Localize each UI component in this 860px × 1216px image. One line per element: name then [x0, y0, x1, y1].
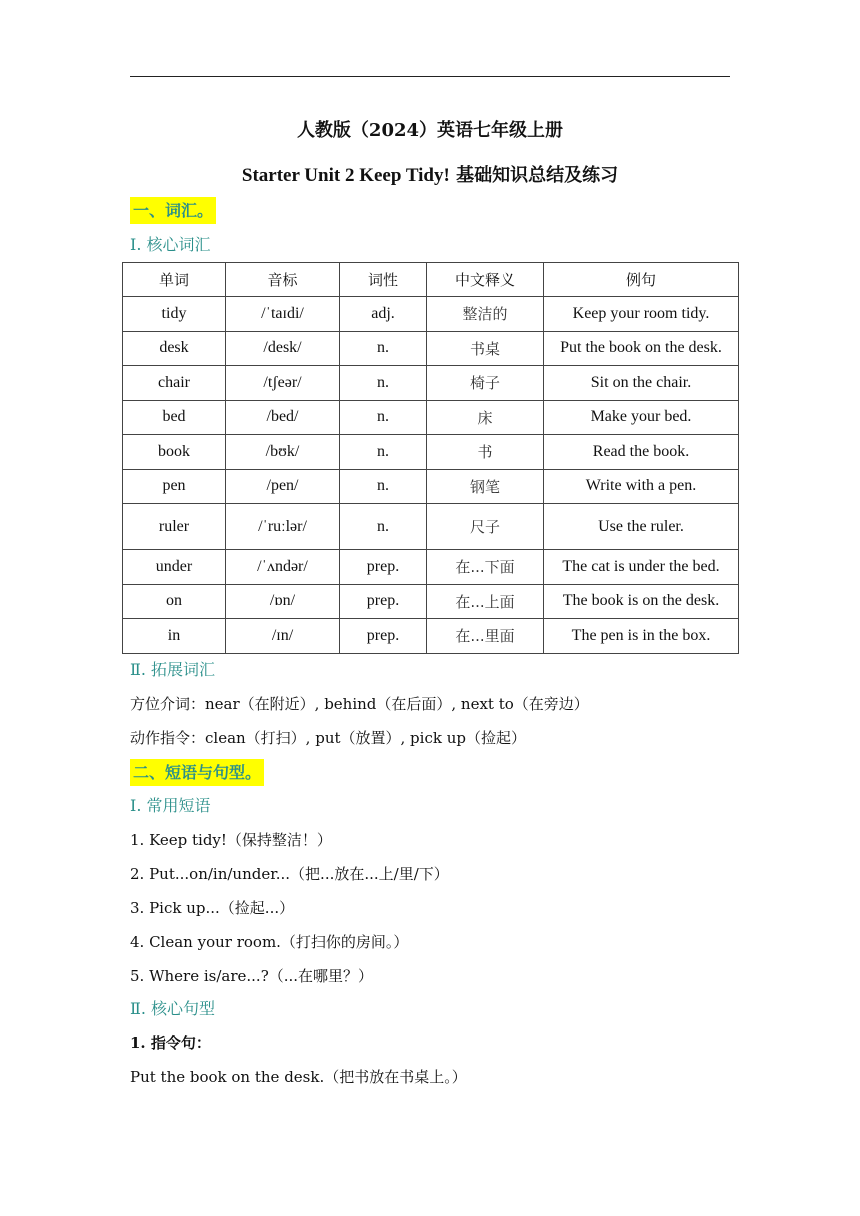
meaning-cell: 椅子 [427, 366, 544, 401]
meaning-cell: 整洁的 [427, 297, 544, 332]
word-cell: chair [123, 366, 226, 401]
pos-cell: prep. [340, 619, 427, 654]
example-cell: Use the ruler. [544, 504, 739, 550]
column-header-part-of-speech: 词性 [340, 263, 427, 297]
example-cell: Make your bed. [544, 400, 739, 435]
header-rule [130, 76, 730, 77]
extended-vocabulary-heading: Ⅱ. 拓展词汇 [130, 660, 216, 679]
table-row [123, 550, 739, 585]
subtitle-chinese: 基础知识总结及练习 [449, 165, 619, 186]
pos-cell: n. [340, 469, 427, 504]
phrase-item: 3. Pick up...（捡起...） [130, 899, 295, 917]
table-row [123, 435, 739, 470]
phrase-item: 1. Keep tidy!（保持整洁！） [130, 831, 332, 849]
example-cell: The book is on the desk. [544, 584, 739, 619]
phonetic-cell: /ˈʌndər/ [226, 550, 340, 585]
action-commands-line: 动作指令：clean（打扫）, put（放置）, pick up（捡起） [130, 729, 526, 747]
pos-cell: n. [340, 435, 427, 470]
pos-cell: n. [340, 331, 427, 366]
phrase-item: 2. Put...on/in/under...（把...放在...上/里/下） [130, 865, 449, 883]
meaning-cell: 床 [427, 400, 544, 435]
phonetic-cell: /ɪn/ [226, 619, 340, 654]
word-cell: on [123, 584, 226, 619]
prepositions-line: 方位介词：near（在附近）, behind（在后面）, next to（在旁边） [130, 695, 589, 713]
pos-cell: prep. [340, 550, 427, 585]
phrase-item: 5. Where is/are...?（...在哪里？） [130, 967, 374, 985]
subtitle-english: Starter Unit 2 Keep Tidy! [241, 165, 450, 186]
pattern-label: 1. 指令句： [130, 1034, 211, 1052]
table-header-row [123, 263, 739, 297]
table-row [123, 331, 739, 366]
table-row [123, 400, 739, 435]
table-row [123, 584, 739, 619]
core-vocabulary-heading: Ⅰ. 核心词汇 [130, 235, 211, 254]
example-cell: Sit on the chair. [544, 366, 739, 401]
word-cell: in [123, 619, 226, 654]
phonetic-cell: /ˈruːlər/ [226, 504, 340, 550]
document-title: 人教版（2024）英语七年级上册 [296, 120, 564, 141]
example-cell: The cat is under the bed. [544, 550, 739, 585]
pattern-example: Put the book on the desk.（把书放在书桌上。） [130, 1068, 467, 1086]
word-cell: desk [123, 331, 226, 366]
meaning-cell: 尺子 [427, 504, 544, 550]
column-header-word: 单词 [123, 263, 226, 297]
word-cell: bed [123, 400, 226, 435]
pos-cell: prep. [340, 584, 427, 619]
word-cell: tidy [123, 297, 226, 332]
phrase-item: 4. Clean your room.（打扫你的房间。） [130, 933, 409, 951]
phonetic-cell: /bed/ [226, 400, 340, 435]
meaning-cell: 书桌 [427, 331, 544, 366]
phonetic-cell: /ˈtaɪdi/ [226, 297, 340, 332]
phonetic-cell: /pen/ [226, 469, 340, 504]
column-header-phonetic: 音标 [226, 263, 340, 297]
section-heading-vocabulary: 一、词汇。 [130, 197, 216, 224]
example-cell: Keep your room tidy. [544, 297, 739, 332]
example-cell: The pen is in the box. [544, 619, 739, 654]
common-phrases-heading: Ⅰ. 常用短语 [130, 796, 211, 815]
meaning-cell: 在...下面 [427, 550, 544, 585]
meaning-cell: 在...上面 [427, 584, 544, 619]
table-row [123, 619, 739, 654]
pos-cell: n. [340, 366, 427, 401]
document-subtitle [0, 161, 860, 187]
example-cell: Put the book on the desk. [544, 331, 739, 366]
table-row [123, 469, 739, 504]
meaning-cell: 钢笔 [427, 469, 544, 504]
word-cell: ruler [123, 504, 226, 550]
vocabulary-table [122, 262, 739, 654]
phonetic-cell: /desk/ [226, 331, 340, 366]
phonetic-cell: /tʃeər/ [226, 366, 340, 401]
word-cell: under [123, 550, 226, 585]
phonetic-cell: /ɒn/ [226, 584, 340, 619]
table-row [123, 366, 739, 401]
meaning-cell: 在...里面 [427, 619, 544, 654]
example-cell: Read the book. [544, 435, 739, 470]
pos-cell: n. [340, 504, 427, 550]
core-patterns-heading: Ⅱ. 核心句型 [130, 999, 216, 1018]
table-row [123, 297, 739, 332]
pos-cell: adj. [340, 297, 427, 332]
word-cell: book [123, 435, 226, 470]
column-header-example: 例句 [544, 263, 739, 297]
pos-cell: n. [340, 400, 427, 435]
example-cell: Write with a pen. [544, 469, 739, 504]
phonetic-cell: /bʊk/ [226, 435, 340, 470]
meaning-cell: 书 [427, 435, 544, 470]
word-cell: pen [123, 469, 226, 504]
column-header-meaning: 中文释义 [427, 263, 544, 297]
table-row [123, 504, 739, 550]
section-heading-phrases: 二、短语与句型。 [130, 759, 264, 786]
